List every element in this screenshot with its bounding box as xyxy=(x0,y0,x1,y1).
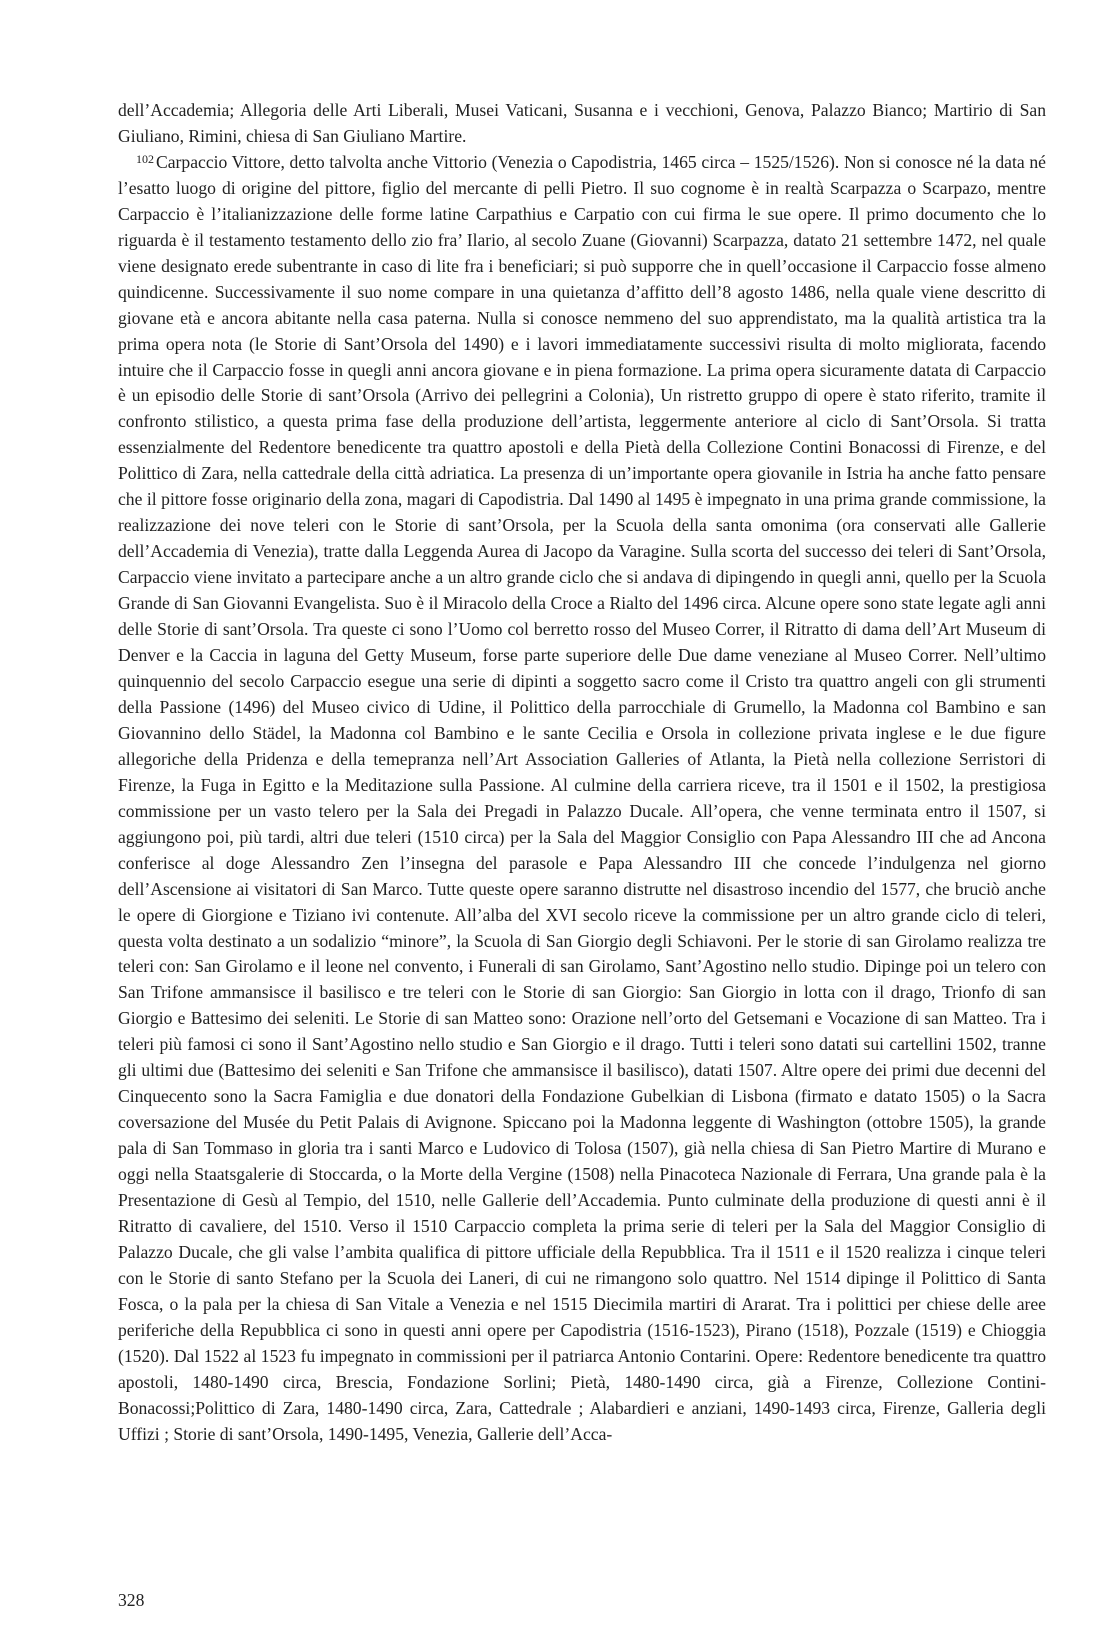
continuation-paragraph: dell’Accademia; Allegoria delle Arti Liberali, Musei Vaticani, Susanna e i vecchioni, Genova, Palazzo Bianco; Martirio di San Giuliano, Rimini, chiesa di San Giuliano Martire. xyxy=(118,100,1046,146)
footnote-paragraph xyxy=(118,150,1046,1448)
page-body xyxy=(118,98,1046,1448)
footnote-number: 102 xyxy=(136,151,154,166)
footnote-text: Carpaccio Vittore, detto talvolta anche Vittorio (Venezia o Capodistria, 1465 circa – 1525/1526). Non si conosce né la data né l’esatto luogo di origine del pittore, figlio del mercante di pelli Pietro. Il suo cognome è in realtà Scarpazza o Scarpazo, mentre Carpaccio è l’italianizzazione delle forme latine Carpathius e Carpatio con cui firma le sue opere. Il primo documento che lo riguarda è il testamento testamento dello zio fra’ Ilario, al secolo Zuane (Giovanni) Scarpazza, datato 21 settembre 1472, nel quale viene designato erede subentrante in caso di lite fra i beneficiari; si può supporre che in quell’occasione il Carpaccio fosse almeno quindicenne. Successivamente il suo nome compare in una quietanza d’affitto dell’8 agosto 1486, nella quale viene descritto di giovane età e ancora abitante nella casa paterna. Nulla si conosce nemmeno del suo apprendistato, ma la qualità artistica tra la prima opera nota (le Storie di Sant’Orsola del 1490) e i lavori immediatamente successivi risulta di molto migliorata, facendo intuire che il Carpaccio fosse in quegli anni ancora giovane e in piena formazione. La prima opera sicuramente datata di Carpaccio è un episodio delle Storie di sant’Orsola (Arrivo dei pellegrini a Colonia), Un ristretto gruppo di opere è stato riferito, tramite il confronto stilistico, a questa prima fase della produzione dell’artista, leggermente anteriore al ciclo di Sant’Orsola. Si tratta essenzialmente del Redentore benedicente tra quattro apostoli e della Pietà della Collezione Contini Bonacossi di Firenze, e del Polittico di Zara, nella cattedrale della città adriatica. La presenza di un’importante opera giovanile in Istria ha anche fatto pensare che il pittore fosse originario della zona, magari di Capodistria. Dal 1490 al 1495 è impegnato in una prima grande commissione, la realizzazione dei nove teleri con le Storie di sant’Orsola, per la Scuola della santa omonima (ora conservati alle Gallerie dell’Accademia di Venezia), tratte dalla Leggenda Aurea di Jacopo da Varagine. Sulla scorta del successo dei teleri di Sant’Orsola, Carpaccio viene invitato a partecipare anche a un altro grande ciclo che si andava di dipingendo in quegli anni, quello per la Scuola Grande di San Giovanni Evangelista. Suo è il Miracolo della Croce a Rialto del 1496 circa. Alcune opere sono state legate agli anni delle Storie di sant’Orsola. Tra queste ci sono l’Uomo col berretto rosso del Museo Correr, il Ritratto di dama dell’Art Museum di Denver e la Caccia in laguna del Getty Museum, forse parte superiore delle Due dame veneziane al Museo Correr. Nell’ultimo quinquennio del secolo Carpaccio esegue una serie di dipinti a soggetto sacro come il Cristo tra quattro angeli con gli strumenti della Passione (1496) del Museo civico di Udine, il Polittico della parrocchiale di Grumello, la Madonna col Bambino e san Giovannino dello Städel, la Madonna col Bambino e le sante Cecilia e Orsola in collezione privata inglese e le due figure allegoriche della Pridenza e della temepranza nell’Art Association Galleries of Atlanta, la Pietà nella collezione Serristori di Firenze, la Fuga in Egitto e la Meditazione sulla Passione. Al culmine della carriera riceve, tra il 1501 e il 1502, la prestigiosa commissione per un vasto telero per la Sala dei Pregadi in Palazzo Ducale. All’opera, che venne terminata entro il 1507, si aggiungono poi, più tardi, altri due teleri (1510 circa) per la Sala del Maggior Consiglio con Papa Alessandro III che ad Ancona conferisce al doge Alessandro Zen l’insegna del parasole e Papa Alessandro III che concede l’indulgenza nel giorno dell’Ascensione ai visitatori di San Marco. Tutte queste opere saranno distrutte nel disastroso incendio del 1577, che bruciò anche le opere di Giorgione e Tiziano ivi contenute. All’alba del XVI secolo riceve la commissione per un altro grande ciclo di teleri, questa volta destinato a un sodalizio “minore”, la Scuola di San Giorgio degli Schiavoni. Per le storie di san Girolamo realizza tre teleri con: San Girolamo e il leone nel convento, i Funerali di san Girolamo, Sant’Agostino nello studio. Dipinge poi un telero con San Trifone ammansisce il basilisco e tre teleri con le Storie di san Giorgio: San Giorgio in lotta con il drago, Trionfo di san Giorgio e Battesimo dei seleniti. Le Storie di san Matteo sono: Orazione nell’orto del Getsemani e Vocazione di san Matteo. Tra i teleri più famosi ci sono il Sant’Agostino nello studio e San Giorgio e il drago. Tutti i teleri sono datati sui cartellini 1502, tranne gli ultimi due (Battesimo dei seleniti e San Trifone che ammansisce il basilisco), datati 1507. Altre opere dei primi due decenni del Cinquecento sono la Sacra Famiglia e due donatori della Fondazione Gubelkian di Lisbona (firmato e datato 1505) o la Sacra coversazione del Musée du Petit Palais di Avignone. Spiccano poi la Madonna leggente di Washington (ottobre 1505), la grande pala di San Tommaso in gloria tra i santi Marco e Ludovico di Tolosa (1507), già nella chiesa di San Pietro Martire di Murano e oggi nella Staatsgalerie di Stoccarda, o la Morte della Vergine (1508) nella Pinacoteca Nazionale di Ferrara, Una grande pala è la Presentazione di Gesù al Tempio, del 1510, nelle Gallerie dell’Accademia. Punto culminate della produzione di questi anni è il Ritratto di cavaliere, del 1510. Verso il 1510 Carpaccio completa la prima serie di teleri per la Sala del Maggior Consiglio di Palazzo Ducale, che gli valse l’ambita qualifica di pittore ufficiale della Repubblica. Tra il 1511 e il 1520 realizza i cinque teleri con le Storie di santo Stefano per la Scuola dei Laneri, di cui ne rimangono solo quattro. Nel 1514 dipinge il Polittico di Santa Fosca, o la pala per la chiesa di San Vitale a Venezia e nel 1515 Diecimila martiri di Ararat. Tra i polittici per chiese delle aree periferiche della Repubblica ci sono in questi anni opere per Capodistria (1516-1523), Pirano (1518), Pozzale (1519) e Chioggia (1520). Dal 1522 al 1523 fu impegnato in commissioni per il patriarca Antonio Contarini. Opere: Redentore benedicente tra quattro apostoli, 1480-1490 circa, Brescia, Fondazione Sorlini; Pietà, 1480-1490 circa, già a Firenze, Collezione Contini-Bonacossi;Polittico di Zara, 1480-1490 circa, Zara, Cattedrale ; Alabardieri e anziani, 1490-1493 circa, Firenze, Galleria degli Uffizi ; Storie di sant’Orsola, 1490-1495, Venezia, Gallerie dell’Acca- xyxy=(118,151,1046,1444)
page-number: 328 xyxy=(118,1590,145,1610)
